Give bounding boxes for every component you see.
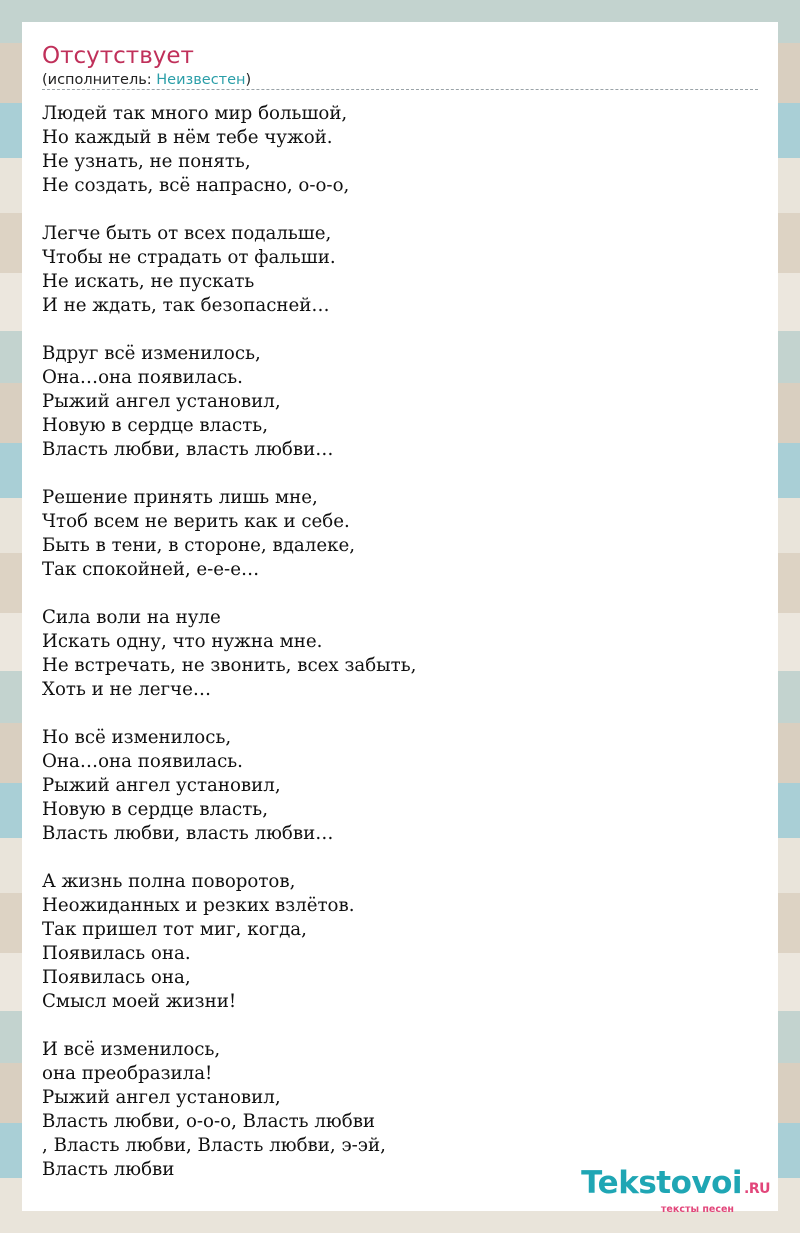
logo-tagline: тексты песен	[660, 1204, 734, 1215]
lyric-line: Искать одну, что нужна мне.	[42, 631, 323, 652]
lyric-line: Сила воли на нуле	[42, 607, 221, 628]
site-logo[interactable]	[570, 1165, 770, 1215]
lyric-line: Она…она появилась.	[42, 751, 243, 772]
lyric-line: Но всё изменилось,	[42, 727, 232, 748]
stanza	[42, 1038, 416, 1182]
lyrics-body	[42, 102, 416, 1182]
lyric-line: Людей так много мир большой,	[42, 103, 348, 124]
artist-link[interactable]: Неизвестен	[156, 72, 246, 88]
stanza	[42, 102, 416, 198]
lyrics-card	[22, 22, 778, 1215]
lyric-line: Рыжий ангел установил,	[42, 391, 281, 412]
lyric-line: Новую в сердце власть,	[42, 799, 268, 820]
lyric-line: И не ждать, так безопасней…	[42, 295, 330, 316]
stanza	[42, 726, 416, 846]
lyric-line: Не встречать, не звонить, всех забыть,	[42, 655, 417, 676]
lyric-line: Решение принять лишь мне,	[42, 487, 318, 508]
divider	[42, 89, 758, 90]
stanza	[42, 870, 416, 1014]
lyric-line: Не узнать, не понять,	[42, 151, 251, 172]
stanza	[42, 222, 416, 318]
lyric-line: Власть любви, власть любви…	[42, 439, 334, 460]
lyric-line: Хоть и не легче…	[42, 679, 212, 700]
lyric-line: Смысл моей жизни!	[42, 991, 237, 1012]
lyric-line: Не создать, всё напрасно, о-о-о,	[42, 175, 350, 196]
stanza	[42, 486, 416, 582]
lyric-line: , Власть любви, Власть любви, э-эй,	[42, 1135, 386, 1156]
logo-name: Tekstovoi	[581, 1165, 743, 1201]
lyric-line: Быть в тени, в стороне, вдалеке,	[42, 535, 356, 556]
lyric-line: Но каждый в нём тебе чужой.	[42, 127, 333, 148]
lyric-line: Власть любви	[42, 1159, 175, 1180]
lyric-line: Чтобы не страдать от фальши.	[42, 247, 336, 268]
lyric-line: Так пришел тот миг, когда,	[42, 919, 307, 940]
lyric-line: Она…она появилась.	[42, 367, 243, 388]
lyric-line: Новую в сердце власть,	[42, 415, 268, 436]
lyric-line: Чтоб всем не верить как и себе.	[42, 511, 350, 532]
lyric-line: Власть любви, о-о-о, Власть любви	[42, 1111, 376, 1132]
lyric-line: И всё изменилось,	[42, 1039, 221, 1060]
logo-tld: .RU	[744, 1181, 770, 1197]
lyric-line: Так спокойней, е-е-е…	[42, 559, 260, 580]
lyric-line: Неожиданных и резких взлётов.	[42, 895, 355, 916]
lyric-line: Появилась она,	[42, 967, 191, 988]
meta-prefix: (исполнитель:	[42, 72, 157, 88]
lyric-line: она преобразила!	[42, 1063, 213, 1084]
lyric-line: Вдруг всё изменилось,	[42, 343, 261, 364]
stanza	[42, 342, 416, 462]
lyric-line: Власть любви, власть любви…	[42, 823, 334, 844]
lyric-line: Рыжий ангел установил,	[42, 1087, 281, 1108]
song-title: Отсутствует	[42, 43, 194, 69]
lyric-line: Рыжий ангел установил,	[42, 775, 281, 796]
meta-suffix: )	[245, 72, 252, 88]
stanza	[42, 606, 416, 702]
logo-wordmark	[570, 1167, 770, 1205]
lyric-line: Не искать, не пускать	[42, 271, 255, 292]
lyric-line: Легче быть от всех подальше,	[42, 223, 332, 244]
lyric-line: А жизнь полна поворотов,	[42, 871, 296, 892]
song-meta	[42, 71, 251, 89]
lyric-line: Появилась она.	[42, 943, 191, 964]
